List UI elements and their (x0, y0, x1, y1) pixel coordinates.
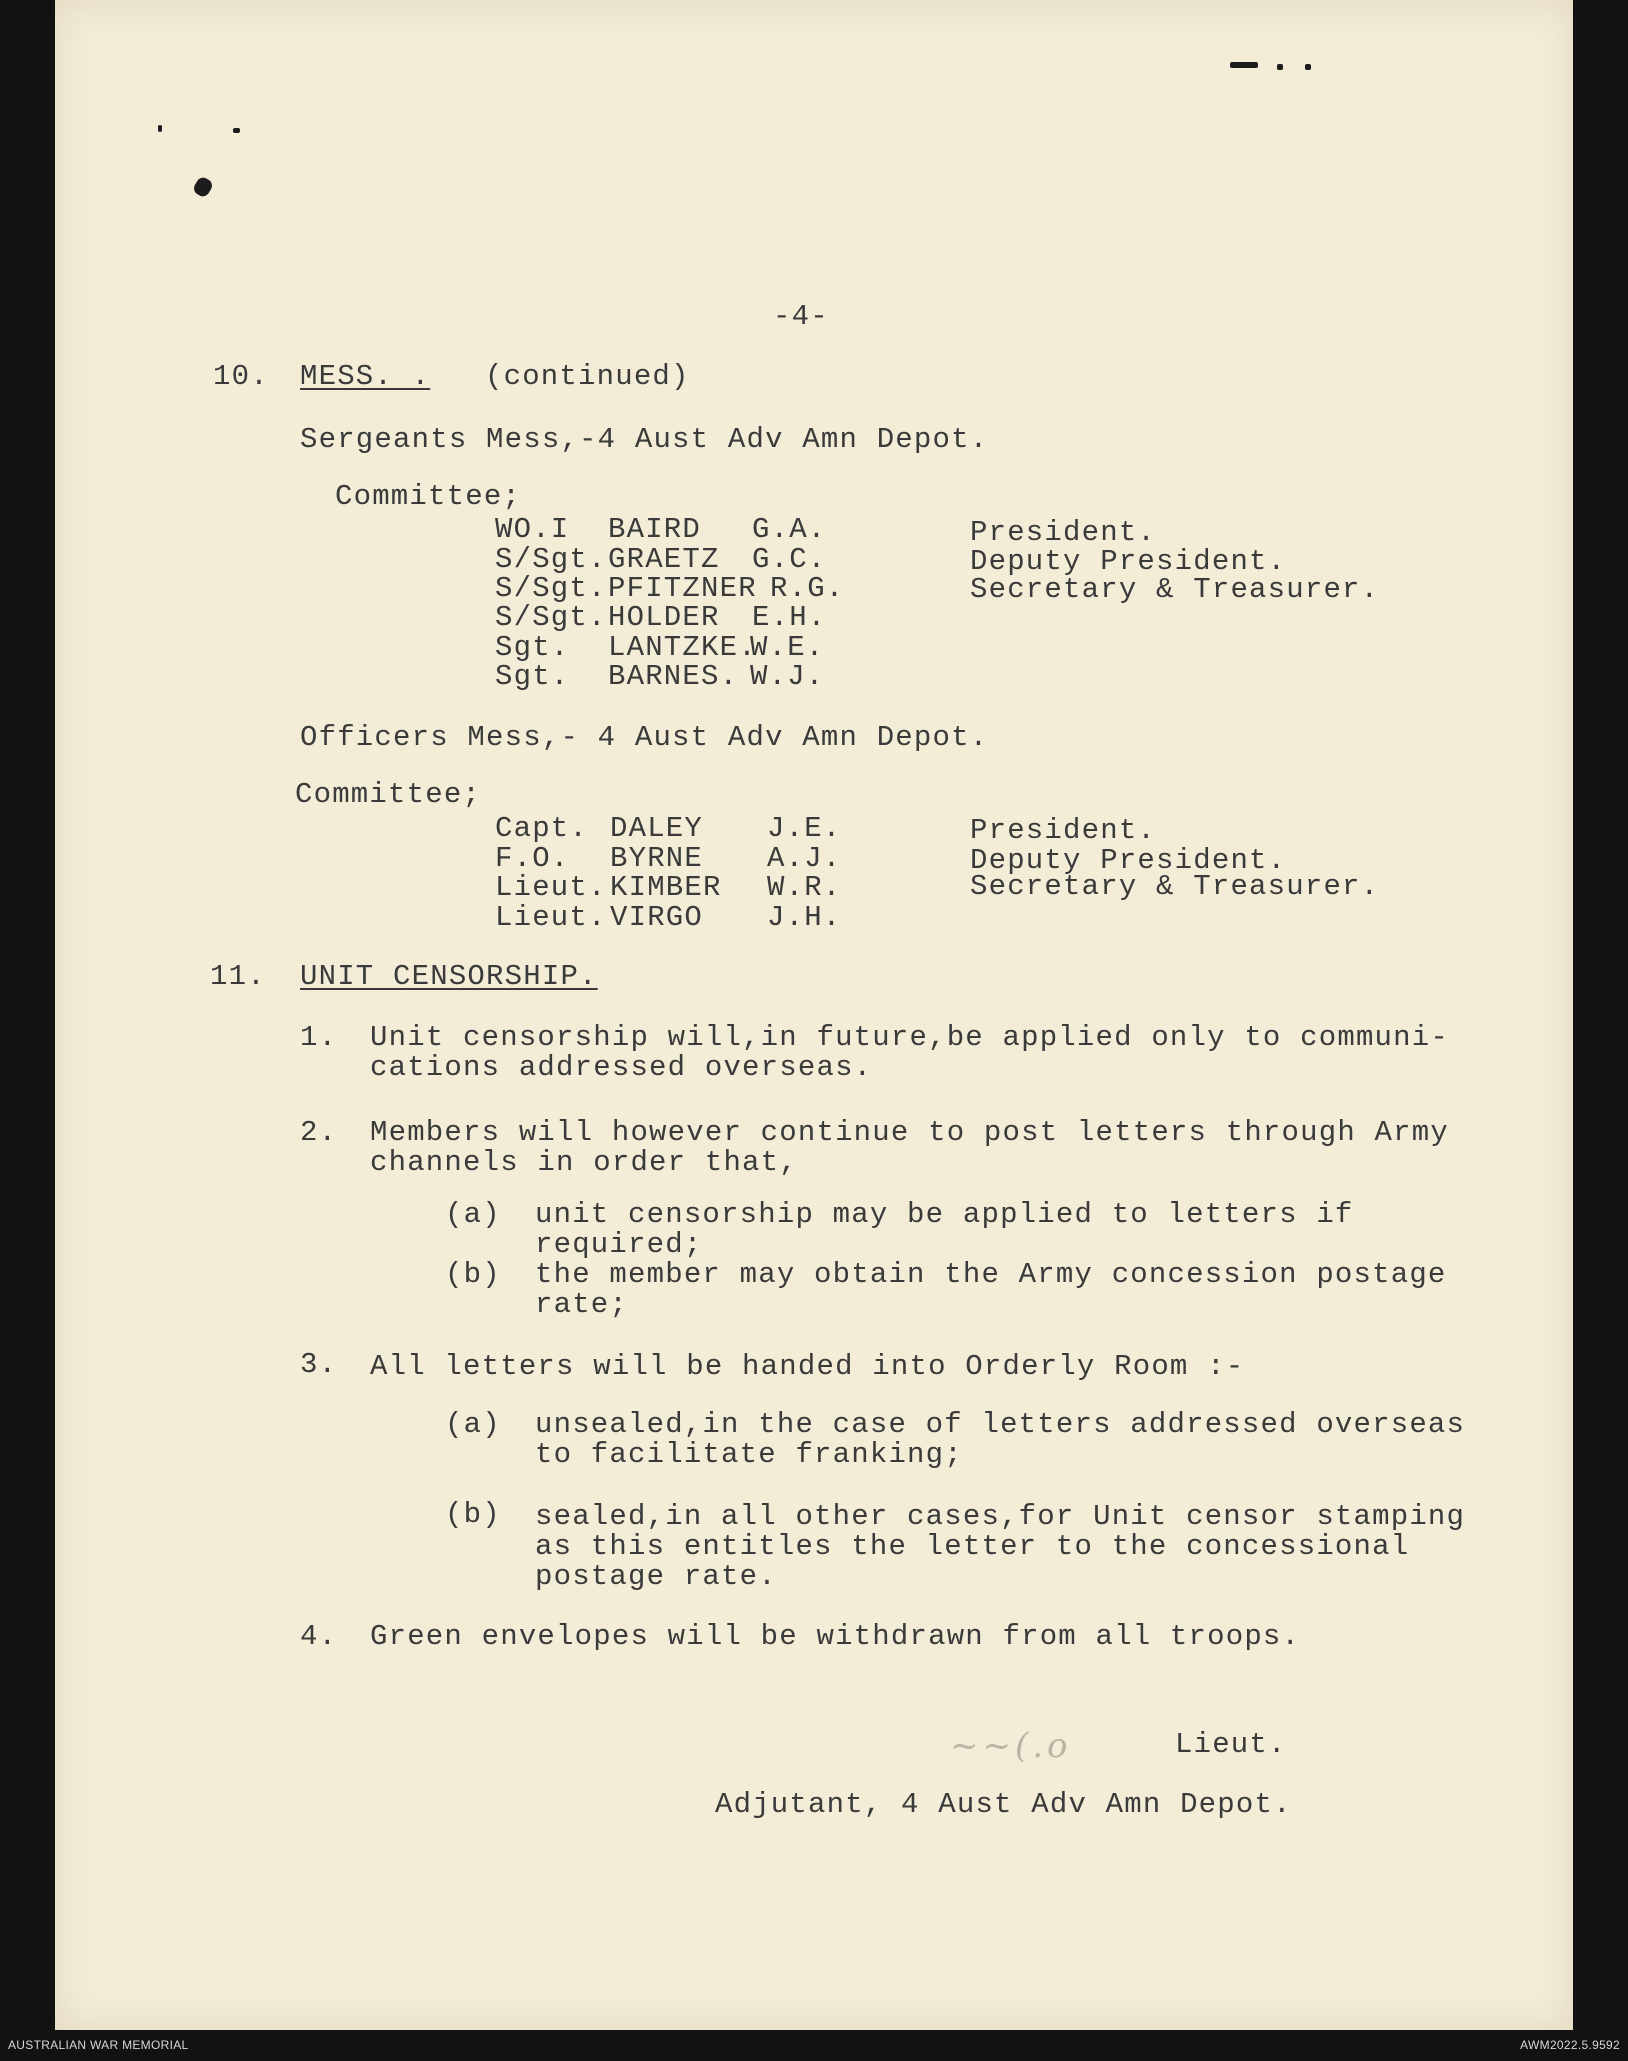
member-initials: R.G. (770, 572, 845, 605)
footer-reference: AWM2022.5.9592 (1520, 2038, 1620, 2052)
member-name: DALEY (610, 812, 704, 845)
item-3b-label: (b) (445, 1498, 501, 1531)
sergeants-mess-heading: Sergeants Mess,-4 Aust Adv Amn Depot. (300, 423, 989, 456)
item-2b-label: (b) (445, 1258, 501, 1291)
item-1-text-cont: cations addressed overseas. (370, 1051, 873, 1084)
committee-member-row: S/Sgt. (495, 543, 607, 576)
member-role: President. (970, 516, 1157, 549)
member-role: Secretary & Treasurer. (970, 870, 1380, 903)
item-3b-text-cont2: postage rate. (535, 1560, 777, 1593)
member-name: HOLDER (608, 601, 720, 634)
item-3a-text: unsealed,in the case of letters addressed overseas (535, 1408, 1466, 1441)
sergeants-committee-label: Committee; (335, 480, 522, 513)
item-3b-text: sealed,in all other cases,for Unit censor stamping (535, 1500, 1466, 1533)
member-name: BARNES. (608, 660, 739, 693)
item-2-text: Members will however continue to post letters through Army (370, 1116, 1449, 1149)
section-10-continued: (continued) (485, 360, 690, 393)
member-role: Deputy President. (970, 545, 1287, 578)
committee-member-row: Capt. (495, 812, 589, 845)
ink-speck (1305, 64, 1311, 70)
item-1-number: 1. (300, 1021, 338, 1054)
section-10-title: MESS. . (300, 360, 431, 393)
ink-blot (192, 175, 215, 199)
member-name: KIMBER (610, 871, 722, 904)
member-name: LANTZKE. (608, 631, 757, 664)
committee-member-row: S/Sgt. (495, 601, 607, 634)
member-initials: J.E. (767, 812, 842, 845)
item-3a-label: (a) (445, 1408, 501, 1441)
item-2-text-cont: channels in order that, (370, 1146, 798, 1179)
handwritten-signature: ~~(.o (950, 1726, 1072, 1766)
page-number: -4- (773, 300, 829, 333)
signatory-rank: Lieut. (1175, 1728, 1287, 1761)
item-3-text: All letters will be handed into Orderly Room :- (370, 1350, 1245, 1383)
committee-member-row: S/Sgt. (495, 572, 607, 605)
ink-speck (1277, 64, 1283, 70)
item-4-number: 4. (300, 1620, 338, 1653)
officers-committee-label: Committee; (295, 778, 482, 811)
member-name: BYRNE (610, 842, 704, 875)
item-3b-text-cont: as this entitles the letter to the concessional (535, 1530, 1410, 1563)
item-2b-text-cont: rate; (535, 1288, 629, 1321)
member-role: President. (970, 814, 1157, 847)
member-role: Secretary & Treasurer. (970, 573, 1380, 606)
item-2a-text-cont: required; (535, 1228, 703, 1261)
committee-member-row: Sgt. (495, 631, 570, 664)
member-initials: A.J. (767, 842, 842, 875)
committee-member-row: Lieut. (495, 901, 607, 934)
committee-member-row: WO.I (495, 513, 570, 546)
member-initials: G.A. (752, 513, 827, 546)
item-2-number: 2. (300, 1116, 338, 1149)
member-initials: J.H. (767, 901, 842, 934)
item-2a-label: (a) (445, 1198, 501, 1231)
section-10-number: 10. (213, 360, 269, 393)
section-11-title: UNIT CENSORSHIP. (300, 960, 598, 993)
member-initials: W.R. (767, 871, 842, 904)
member-initials: W.E. (750, 631, 825, 664)
member-name: PFITZNER (608, 572, 757, 605)
officers-mess-heading: Officers Mess,- 4 Aust Adv Amn Depot. (300, 721, 989, 754)
item-4-text: Green envelopes will be withdrawn from all troops. (370, 1620, 1301, 1653)
member-initials: W.J. (750, 660, 825, 693)
item-2a-text: unit censorship may be applied to letters if (535, 1198, 1354, 1231)
committee-member-row: Sgt. (495, 660, 570, 693)
ink-speck (158, 125, 162, 132)
member-name: GRAETZ (608, 543, 720, 576)
member-role: Deputy President. (970, 844, 1287, 877)
committee-member-row: Lieut. (495, 871, 607, 904)
item-3a-text-cont: to facilitate franking; (535, 1438, 963, 1471)
ink-speck (1230, 62, 1258, 68)
committee-member-row: F.O. (495, 842, 570, 875)
footer-institution: AUSTRALIAN WAR MEMORIAL (8, 2038, 189, 2052)
ink-speck (233, 128, 240, 133)
member-initials: E.H. (752, 601, 827, 634)
member-name: VIRGO (610, 901, 704, 934)
document-page (55, 0, 1573, 2030)
section-11-number: 11. (210, 960, 266, 993)
signatory-title: Adjutant, 4 Aust Adv Amn Depot. (715, 1788, 1292, 1821)
member-name: BAIRD (608, 513, 702, 546)
item-1-text: Unit censorship will,in future,be applied only to communi- (370, 1021, 1449, 1054)
member-initials: G.C. (752, 543, 827, 576)
item-3-number: 3. (300, 1348, 338, 1381)
item-2b-text: the member may obtain the Army concession postage (535, 1258, 1447, 1291)
